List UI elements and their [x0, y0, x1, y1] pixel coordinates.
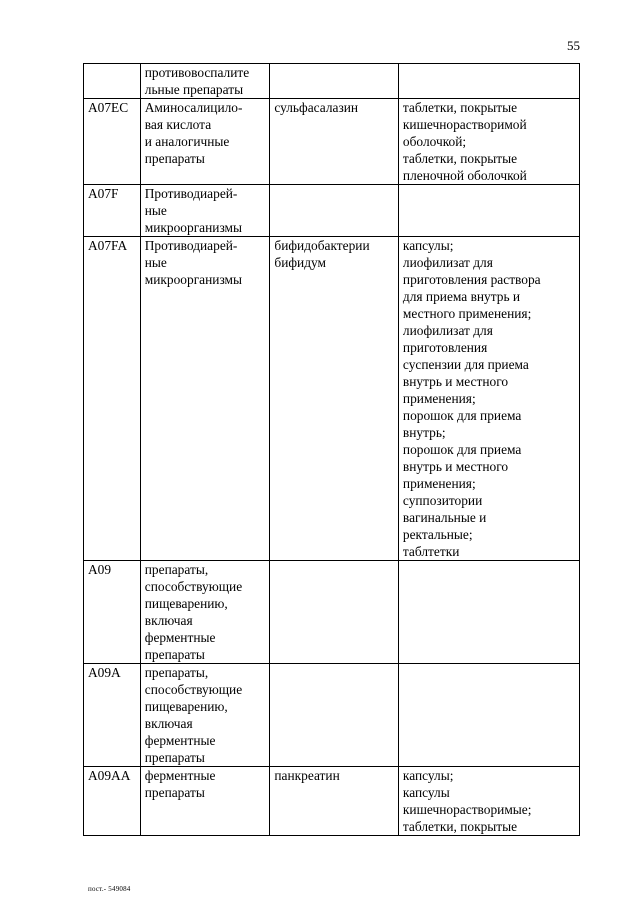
anatomical-group-cell: Аминосалицило- вая кислота и аналогичные препараты: [140, 99, 270, 185]
table-row: [84, 237, 580, 561]
dosage-forms-cell: капсулы; капсулы кишечнорастворимые; таблетки, покрытые: [398, 767, 579, 836]
drug-name-cell: [270, 561, 399, 664]
table-row: [84, 664, 580, 767]
atc-code-cell: A07FA: [84, 237, 141, 561]
anatomical-group-cell: препараты, способствующие пищеварению, включая ферментные препараты: [140, 561, 270, 664]
drug-name-cell: [270, 185, 399, 237]
drug-name-cell: сульфасалазин: [270, 99, 399, 185]
atc-code-cell: A09A: [84, 664, 141, 767]
document-footer: пост.- 549084: [88, 885, 131, 893]
atc-code-cell: A07F: [84, 185, 141, 237]
dosage-forms-cell: [398, 561, 579, 664]
dosage-forms-cell: капсулы; лиофилизат для приготовления раствора для приема внутрь и местного применения; лиофилизат для приготовления суспензии для приема внутрь и местного применения; порошок для приема внутрь; порошок для приема внутрь и местного применения; суппозитории вагинальные и ректальные; таблтетки: [398, 237, 579, 561]
dosage-forms-cell: [398, 664, 579, 767]
dosage-forms-cell: [398, 185, 579, 237]
dosage-forms-cell: таблетки, покрытые кишечнорастворимой оболочкой; таблетки, покрытые пленочной оболочкой: [398, 99, 579, 185]
drug-classification-table: [83, 63, 580, 836]
anatomical-group-cell: препараты, способствующие пищеварению, включая ферментные препараты: [140, 664, 270, 767]
anatomical-group-cell: Противодиарей- ные микроорганизмы: [140, 185, 270, 237]
anatomical-group-cell: противовоспалите льные препараты: [140, 64, 270, 99]
table-row: [84, 767, 580, 836]
atc-code-cell: [84, 64, 141, 99]
dosage-forms-cell: [398, 64, 579, 99]
atc-code-cell: A07EC: [84, 99, 141, 185]
anatomical-group-cell: Противодиарей- ные микроорганизмы: [140, 237, 270, 561]
atc-code-cell: A09AA: [84, 767, 141, 836]
table-row: [84, 99, 580, 185]
anatomical-group-cell: ферментные препараты: [140, 767, 270, 836]
atc-code-cell: A09: [84, 561, 141, 664]
page-number: 55: [567, 38, 580, 53]
table-row: [84, 561, 580, 664]
table-row: [84, 185, 580, 237]
drug-name-cell: панкреатин: [270, 767, 399, 836]
table-row: [84, 64, 580, 99]
drug-name-cell: [270, 64, 399, 99]
drug-name-cell: [270, 664, 399, 767]
drug-name-cell: бифидобактерии бифидум: [270, 237, 399, 561]
